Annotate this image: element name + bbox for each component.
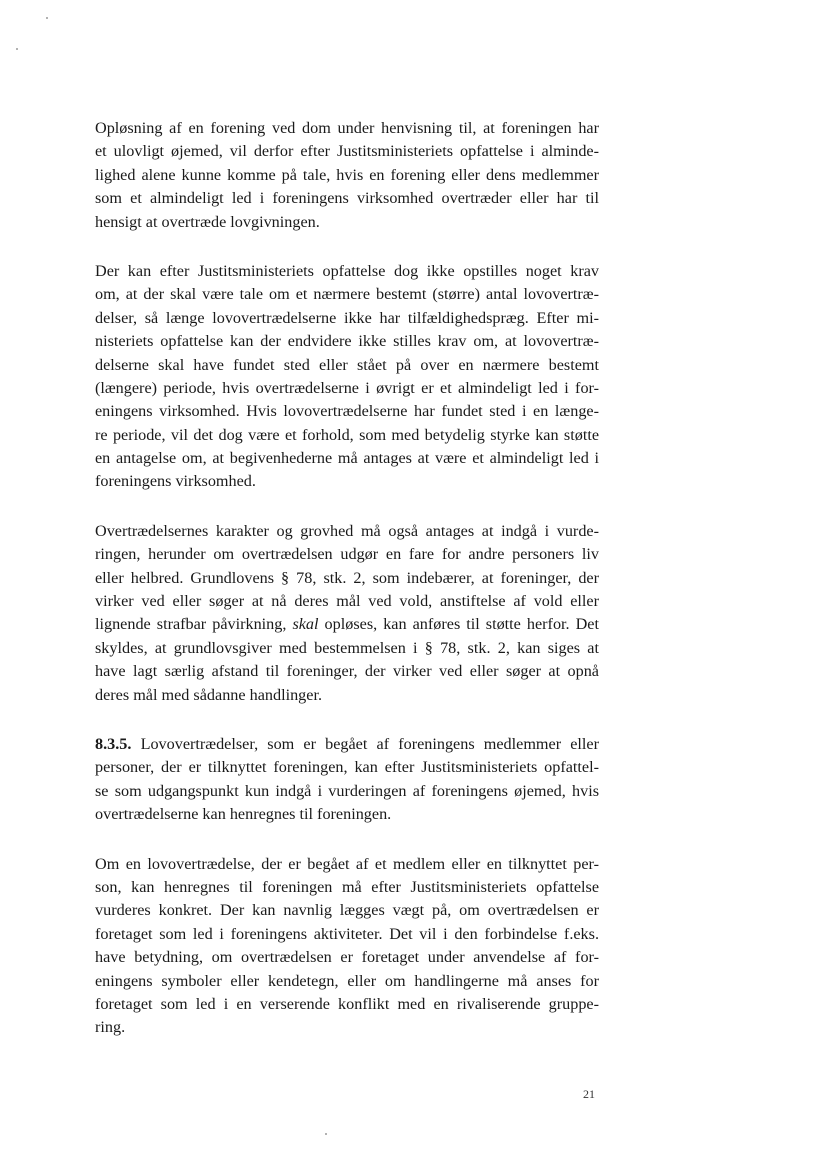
text-line: Opløsning af en forening ved dom under henvisning til, at foreningen har	[95, 119, 599, 137]
section-first-line	[95, 733, 599, 756]
text-line: nisteriets opfattelse kan der endvidere ikke stilles krav om, at lovovertræ-	[95, 332, 599, 351]
text-line: en antagelse om, at begivenhederne må antages at være et almindeligt led i	[95, 449, 599, 468]
document-body	[95, 117, 599, 1066]
scan-speck	[325, 1133, 327, 1135]
text-segment: lignende strafbar påvirkning,	[95, 615, 293, 634]
text-line: foretaget som led i foreningens aktiviteter. Det vil i den forbindelse f.eks.	[95, 924, 599, 943]
text-line: have lagt særlig afstand til foreninger, der virker ved eller søger at opnå	[95, 662, 599, 681]
text-line-with-italic	[95, 613, 599, 636]
text-line: eningens symboler eller kendetegn, eller om handlingerne må anses for	[95, 971, 599, 990]
text-line: eller helbred. Grundlovens § 78, stk. 2, som indebærer, at foreninger, der	[95, 568, 599, 587]
text-line: delser, så længe lovovertrædelserne ikke har tilfældighedspræg. Efter mi-	[95, 308, 599, 327]
text-line: ring.	[95, 1018, 126, 1037]
text-line: personer, der er tilknyttet foreningen, kan efter Justitsministeriets opfattel-	[95, 758, 599, 777]
paragraph-2	[95, 260, 599, 494]
text-line: vurderes konkret. Der kan navnlig lægges vægt på, om overtrædelsen er	[95, 901, 599, 920]
paragraph-5	[95, 853, 599, 1040]
section-number: 8.3.5.	[95, 734, 132, 753]
text-line: foreningens virksomhed.	[95, 472, 256, 491]
text-line: (længere) periode, hvis overtrædelserne i øvrigt er et almindeligt led i for-	[95, 378, 599, 397]
text-segment: opløses, kan anføres til støtte herfor. Det	[318, 615, 599, 634]
text-line: se som udgangspunkt kun indgå i vurderingen af foreningens øjemed, hvis	[95, 781, 599, 800]
text-line: lighed alene kunne komme på tale, hvis en forening eller dens medlemmer	[95, 165, 599, 184]
text-segment: Lovovertrædelser, som er begået af foreningens medlemmer eller	[131, 734, 599, 753]
section-8-3-5	[95, 733, 599, 827]
text-line: Der kan efter Justitsministeriets opfattelse dog ikke opstilles noget krav	[95, 261, 599, 280]
text-line: overtrædelserne kan henregnes til foreningen.	[95, 805, 392, 824]
text-line: Overtrædelsernes karakter og grovhed må også antages at indgå i vurde-	[95, 521, 599, 540]
text-line: have betydning, om overtrædelsen er foretaget under anvendelse af for-	[95, 948, 599, 967]
text-line: hensigt at overtræde lovgivningen.	[95, 212, 320, 231]
text-line: re periode, vil det dog være et forhold, som med betydelig styrke kan støtte	[95, 425, 599, 444]
paragraph-3	[95, 520, 599, 707]
text-line: et ulovligt øjemed, vil derfor efter Justitsministeriets opfattelse i alminde-	[95, 142, 599, 161]
paragraph-1	[95, 117, 599, 234]
text-line: virker ved eller søger at nå deres mål ved vold, anstiftelse af vold eller	[95, 592, 599, 611]
text-line: som et almindeligt led i foreningens virksomhed overtræder eller har til	[95, 189, 599, 208]
text-line: foretaget som led i en verserende konflikt med en rivaliserende gruppe-	[95, 994, 599, 1013]
italic-emphasis: skal	[292, 615, 319, 634]
text-line: Om en lovovertrædelse, der er begået af et medlem eller en tilknyttet per-	[95, 854, 599, 873]
text-line: son, kan henregnes til foreningen må efter Justitsministeriets opfattelse	[95, 877, 599, 896]
text-line: deres mål med sådanne handlinger.	[95, 685, 322, 704]
scan-speck	[46, 17, 48, 19]
text-line: eningens virksomhed. Hvis lovovertrædelserne har fundet sted i en længe-	[95, 402, 599, 421]
scan-speck	[16, 48, 18, 50]
text-line: ringen, herunder om overtrædelsen udgør en fare for andre personers liv	[95, 545, 599, 564]
text-line: delserne skal have fundet sted eller stået på over en nærmere bestemt	[95, 355, 599, 374]
page-number: 21	[583, 1087, 595, 1101]
text-line: om, at der skal være tale om et nærmere bestemt (større) antal lovovertræ-	[95, 285, 599, 304]
text-line: skyldes, at grundlovsgiver med bestemmelsen i § 78, stk. 2, kan siges at	[95, 638, 599, 657]
